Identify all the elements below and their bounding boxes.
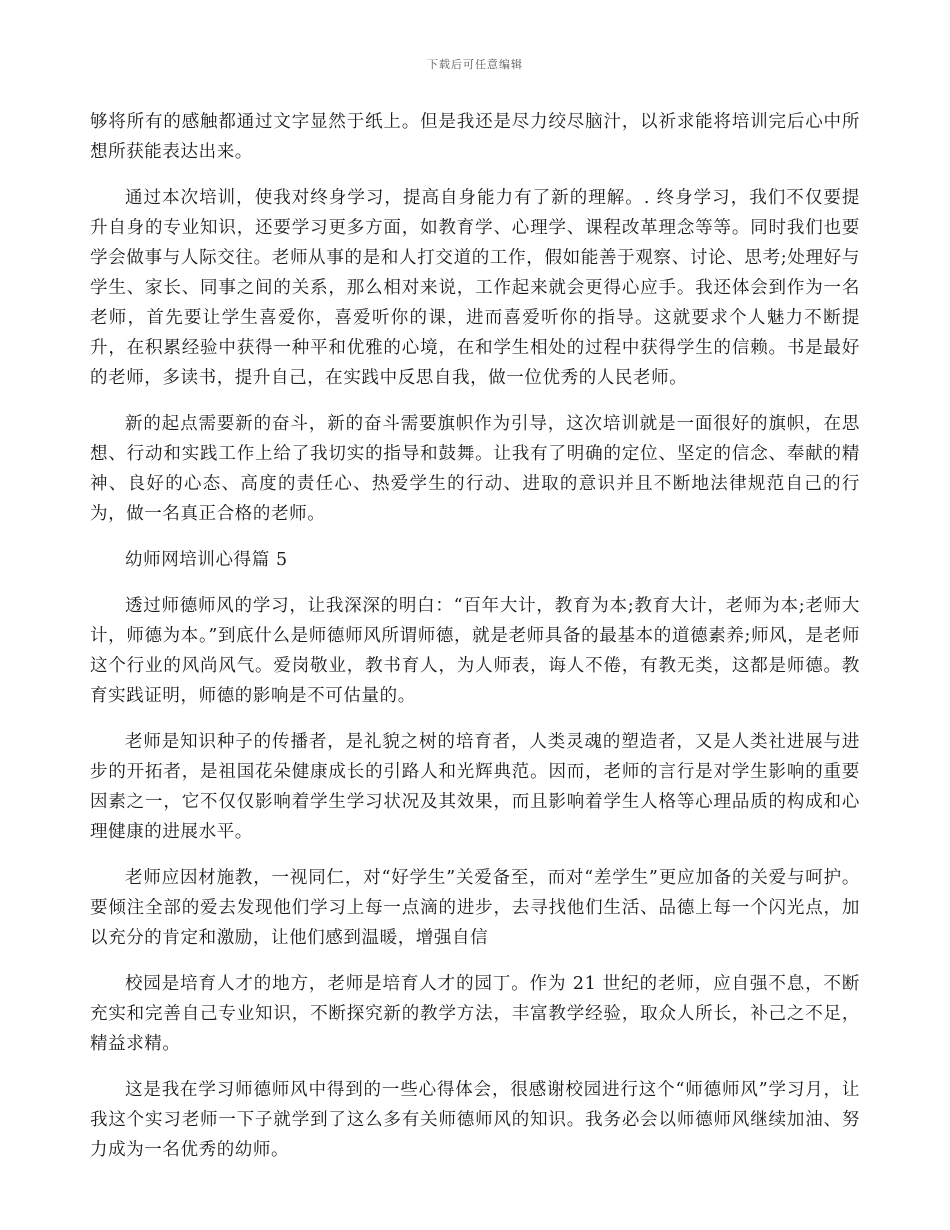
document-body	[90, 107, 860, 1181]
paragraph: 够将所有的感触都通过文字显然于纸上。但是我还是尽力绞尽脑汁，以祈求能将培训完后心中所想所获能表达出来。	[90, 112, 860, 162]
page-header: 下载后可任意编辑	[427, 58, 523, 71]
paragraph: 老师是知识种子的传播者，是礼貌之树的培育者，人类灵魂的塑造者，又是人类社进展与进步的开拓者，是祖国花朵健康成长的引路人和光辉典范。因而，老师的言行是对学生影响的重要因素之一，它不仅仅影响着学生学习状况及其效果，而且影响着学生人格等心理品质的构成和心理健康的进展水平。	[90, 732, 860, 842]
section-title: 幼师网培训心得篇 5	[125, 550, 288, 570]
paragraph: 新的起点需要新的奋斗，新的奋斗需要旗帜作为引导，这次培训就是一面很好的旗帜，在思想、行动和实践工作上给了我切实的指导和鼓舞。让我有了明确的定位、坚定的信念、奉献的精神、良好的心态、高度的责任心、热爱学生的行动、进取的意识并且不断地法律规范自己的行为，做一名真正合格的老师。	[90, 414, 860, 524]
paragraph: 透过师德师风的学习，让我深深的明白：“百年大计，教育为本;教育大计，老师为本;老师大计，师德为本。”到底什么是师德师风所谓师德，就是老师具备的最基本的道德素养;师风，是老师这个行业的风尚风气。爱岗敬业，教书育人，为人师表，诲人不倦，有教无类，这都是师德。教育实践证明，师德的影响是不可估量的。	[90, 596, 860, 706]
paragraph: 这是我在学习师德师风中得到的一些心得体会，很感谢校园进行这个“师德师风”学习月，让我这个实习老师一下子就学到了这么多有关师德师风的知识。我务必会以师德师风继续加油、努力成为一名优秀的幼师。	[90, 1080, 860, 1160]
paragraph: 通过本次培训，使我对终身学习，提高自身能力有了新的理解。. 终身学习，我们不仅要提升自身的专业知识，还要学习更多方面，如教育学、心理学、课程改革理念等等。同时我们也要学会做事与人际交往。老师从事的是和人打交道的工作，假如能善于观察、讨论、思考;处理好与学生、家长、同事之间的关系，那么相对来说，工作起来就会更得心应手。我还体会到作为一名老师，首先要让学生喜爱你，喜爱听你的课，进而喜爱听你的指导。这就要求个人魅力不断提升，在积累经验中获得一种平和优雅的心境，在和学生相处的过程中获得学生的信赖。书是最好的老师，多读书，提升自己，在实践中反思自我，做一位优秀的人民老师。	[90, 188, 860, 388]
paragraph: 校园是培育人才的地方，老师是培育人才的园丁。作为 21 世纪的老师，应自强不息，不断充实和完善自己专业知识，不断探究新的教学方法，丰富教学经验，取众人所长，补己之不足，精益求精。	[90, 974, 860, 1054]
paragraph: 老师应因材施教，一视同仁，对“好学生”关爱备至，而对“差学生”更应加备的关爱与呵护。要倾注全部的爱去发现他们学习上每一点滴的进步，去寻找他们生活、品德上每一个闪光点，加以充分的肯定和激励，让他们感到温暖，增强自信	[90, 868, 860, 948]
